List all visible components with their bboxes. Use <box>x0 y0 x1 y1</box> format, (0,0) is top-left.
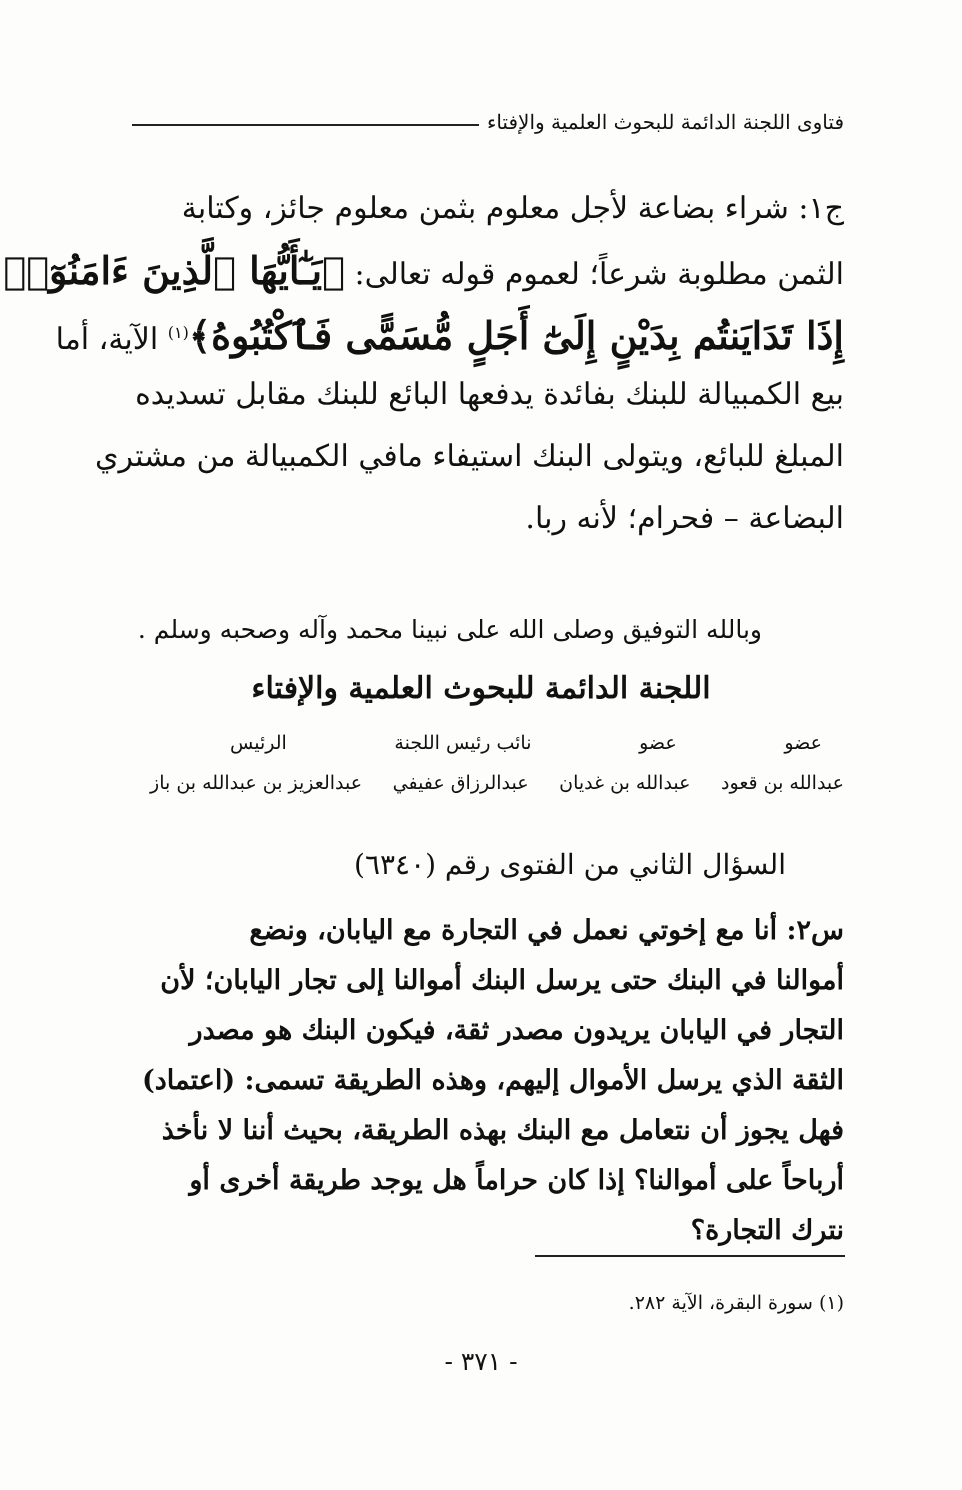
member-names <box>150 758 844 808</box>
question-line: فهل يجوز أن نتعامل مع البنك بهذه الطريقة، بحيث أننا لا نأخذ <box>161 1115 844 1146</box>
closing-salutation: وبالله التوفيق وصلى الله على نبينا محمد وآله وصحبه وسلم . <box>137 615 762 644</box>
answer-line <box>3 240 844 302</box>
question-line: س٢: أنا مع إخوتي نعمل في التجارة مع اليابان، ونضع <box>249 915 844 946</box>
member-role: عضو <box>639 732 677 754</box>
answer-line: البضاعة – فحرام؛ لأنه ربا. <box>525 501 844 536</box>
header-title: فتاوى اللجنة الدائمة للبحوث العلمية والإفتاء <box>486 110 844 134</box>
answer-text: الثمن مطلوبة شرعاً؛ لعموم قوله تعالى: <box>354 257 844 292</box>
question-paragraph <box>132 906 844 1256</box>
page-number: - ٣٧١ - <box>444 1347 518 1376</box>
member-name: عبدالرزاق عفيفي <box>392 772 529 794</box>
answer-line <box>55 302 844 364</box>
footnote-rule <box>535 1255 845 1257</box>
answer-line: بيع الكمبيالة للبنك بفائدة يدفعها البائع للبنك مقابل تسديده <box>135 377 844 412</box>
question-line: نترك التجارة؟ <box>690 1215 844 1246</box>
footnote: (١) سورة البقرة، الآية ٢٨٢. <box>628 1292 844 1314</box>
question-line: الثقة الذي يرسل الأموال إليهم، وهذه الطريقة تسمى: (اعتماد) <box>141 1065 844 1096</box>
question-line: أرباحاً على أموالنا؟ إذا كان حراماً هل يوجد طريقة أخرى أو <box>189 1165 844 1196</box>
member-name: عبدالله بن غديان <box>559 772 691 794</box>
question-line: أموالنا في البنك حتى يرسل البنك أموالنا إلى تجار اليابان؛ لأن <box>160 965 844 996</box>
question-line: التجار في اليابان يريدون مصدر ثقة، فيكون البنك هو مصدر <box>189 1015 844 1046</box>
footnote-ref[interactable]: (١) <box>167 323 189 342</box>
member-roles <box>150 728 844 758</box>
member-name: عبدالله بن قعود <box>721 772 844 794</box>
member-role: الرئيس <box>230 732 287 754</box>
committee-title: اللجنة الدائمة للبحوث العلمية والإفتاء <box>251 671 711 706</box>
quran-verse: ﴿يَـٰٓأَيُّهَا ٱلَّذِينَ ءَامَنُوٓا۟ <box>3 248 345 293</box>
running-header <box>132 110 844 134</box>
answer-line: المبلغ للبائع، ويتولى البنك استيفاء مافي الكمبيالة من مشتري <box>95 439 844 474</box>
answer-line: ج١: شراء بضاعة لأجل معلوم بثمن معلوم جائز، وكتابة <box>181 191 844 226</box>
question-heading: السؤال الثاني من الفتوى رقم (٦٣٤٠) <box>354 848 786 881</box>
answer-text: الآية، أما <box>55 322 159 357</box>
answer-paragraph <box>3 178 844 550</box>
quran-verse: إِذَا تَدَايَنتُم بِدَيْنٍ إِلَىٰٓ أَجَلٍ مُّسَمًّى فَٱكْتُبُوهُ﴾ <box>188 313 844 358</box>
member-role: عضو <box>784 732 822 754</box>
member-role: نائب رئيس اللجنة <box>394 732 532 754</box>
header-rule <box>132 124 479 126</box>
member-name: عبدالعزيز بن عبدالله بن باز <box>150 772 363 794</box>
committee-members <box>150 728 844 808</box>
